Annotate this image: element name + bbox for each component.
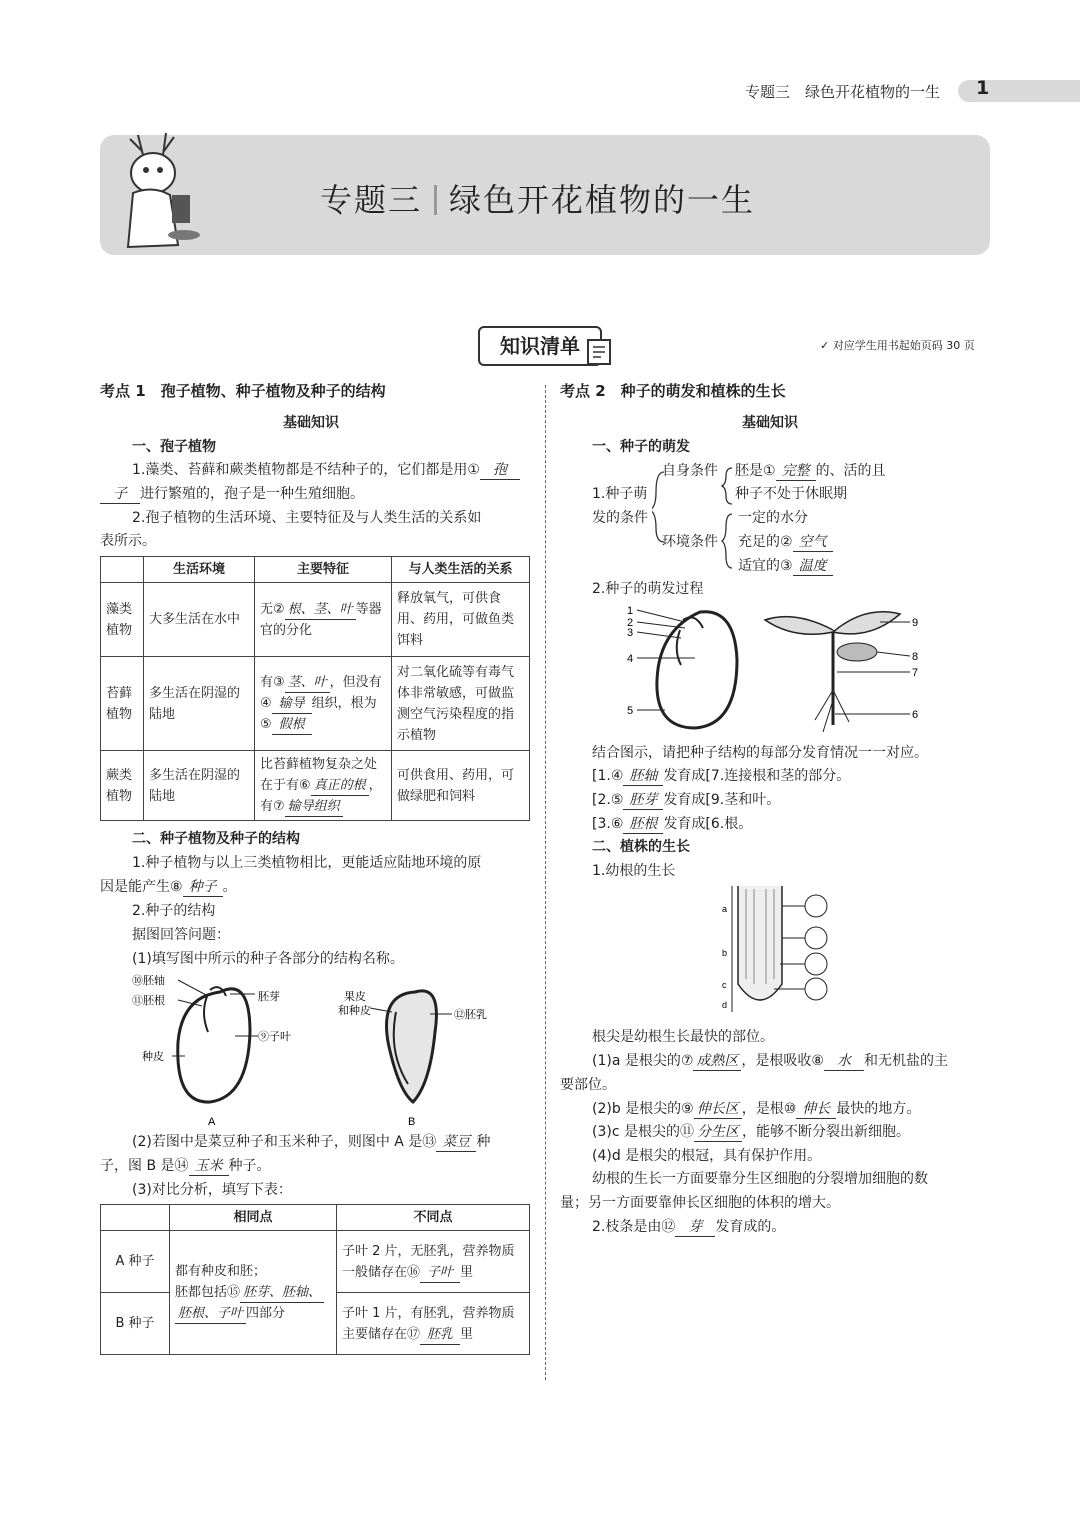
answer-r1: 完整 xyxy=(776,462,816,481)
label-radicle: ⑪胚根 xyxy=(132,995,165,1007)
row-a-seed: A 种子 xyxy=(101,1231,170,1293)
table-cell-feature: 有③ 茎、叶 ，但没有④ 输导 组织，根为⑤ 假根 xyxy=(255,657,392,751)
kp1-title: 考点 1 孢子植物、种子植物及种子的结构 xyxy=(100,382,386,400)
th-empty xyxy=(101,557,144,583)
answer-13: 菜豆 xyxy=(436,1133,476,1152)
answer-14: 玉米 xyxy=(189,1157,229,1176)
para-3-line-2: 因是能产生⑧ 种子 。 xyxy=(100,879,237,895)
match-3: [3.⑥ 胚根 发育成[6.根。 xyxy=(592,816,753,832)
condition-label-2: 发的条件 xyxy=(592,510,648,526)
table-cell-env: 多生活在阴湿的陆地 xyxy=(144,751,255,821)
root-growth-heading: 1.幼根的生长 xyxy=(592,863,676,879)
diff-b-cell: 子叶 1 片，有胚乳，营养物质 主要储存在⑰ 胚乳 里 xyxy=(337,1293,530,1355)
chapter-title xyxy=(320,175,755,221)
germination-heading: 一、种子的萌发 xyxy=(592,439,690,455)
table-row-name: 蕨类植物 xyxy=(101,751,144,821)
match-prompt: 结合图示，请把种子结构的每部分发育情况一一对应。 xyxy=(592,745,928,761)
answer-r3: 温度 xyxy=(793,557,833,576)
answer-r9: 伸长区 xyxy=(694,1100,742,1119)
seed-outline xyxy=(657,612,737,728)
answer-7: 输导组织 xyxy=(285,798,343,817)
page-number: 1 xyxy=(976,77,990,99)
answer-15b: 胚根、子叶 xyxy=(175,1305,246,1324)
seed-plants-heading: 二、种子植物及种子的结构 xyxy=(132,831,300,847)
germination-figure xyxy=(625,600,925,735)
seed-comparison-table xyxy=(100,1204,530,1355)
table-cell-relation: 释放氧气，可供食用、药用，可做鱼类饵料 xyxy=(392,583,530,657)
fig-num-8: 8 xyxy=(912,651,919,663)
th-empty xyxy=(101,1205,170,1231)
chapter-name: 绿色开花植物的一生 xyxy=(449,181,756,219)
self-condition-label: 自身条件 xyxy=(662,463,718,479)
germination-process-heading: 2.种子的萌发过程 xyxy=(592,581,704,597)
root-q2: (2)b 是根尖的⑨ 伸长区 ，是根⑩ 伸长 最快的地方。 xyxy=(592,1101,921,1117)
root-q3: (3)c 是根尖的⑪ 分生区 ，能够不断分裂出新细胞。 xyxy=(592,1124,910,1140)
diff-a-cell: 子叶 2 片，无胚乳，营养物质 一般储存在⑯ 子叶 里 xyxy=(337,1231,530,1293)
column-divider xyxy=(545,385,546,1380)
running-header: 专题三 绿色开花植物的一生 xyxy=(745,83,941,101)
row-b-seed: B 种子 xyxy=(101,1293,170,1355)
answer-r7: 成熟区 xyxy=(693,1052,741,1071)
condition-label-1: 1.种子萌 xyxy=(592,486,648,502)
knowledge-list-badge: 知识清单 xyxy=(478,326,602,366)
answer-4: 输导 xyxy=(272,695,312,714)
self-condition-2: 种子不处于休眠期 xyxy=(735,486,847,502)
kp1-basic-heading: 基础知识 xyxy=(283,415,339,431)
seed-structure-figure xyxy=(130,972,530,1130)
notebook-icon xyxy=(584,336,616,368)
root-label-d: d xyxy=(722,1000,728,1010)
answer-m3: 胚根 xyxy=(623,815,663,834)
answer-17: 胚乳 xyxy=(420,1326,460,1345)
label-seed-coat: 种皮 xyxy=(142,1051,164,1063)
fig-num-4: 4 xyxy=(627,653,634,665)
question-2-line-2: 子，图 B 是⑭ 玉米 种子。 xyxy=(100,1158,271,1174)
env-condition-3: 适宜的③ 温度 xyxy=(738,555,833,578)
answer-prompt: 据图回答问题： xyxy=(132,927,230,943)
chapter-number: 专题三 xyxy=(320,181,423,219)
para-2-line-1: 2.孢子植物的生活环境、主要特征及与人类生活的关系如 xyxy=(132,510,482,526)
para-3-line-1: 1.种子植物与以上三类植物相比，更能适应陆地环境的原 xyxy=(132,855,482,871)
answer-16: 子叶 xyxy=(420,1264,460,1283)
question-2-line-1: (2)若图中是菜豆种子和玉米种子，则图中 A 是⑬ 菜豆 种 xyxy=(132,1134,491,1150)
root-label-c: c xyxy=(722,980,727,990)
label-endosperm: ⑫胚乳 xyxy=(454,1009,487,1021)
branch-growth: 2.枝条是由⑫ 芽 发育成的。 xyxy=(592,1219,786,1235)
table-cell-relation: 可供食用、药用，可做绿肥和饲料 xyxy=(392,751,530,821)
spore-plants-heading: 一、孢子植物 xyxy=(132,439,216,455)
answer-15: 胚芽、胚轴、 xyxy=(240,1284,324,1303)
fig-num-9: 9 xyxy=(912,617,919,629)
env-condition-2: 充足的② 空气 xyxy=(738,531,833,554)
label-pericarp-2: 和种皮 xyxy=(338,1005,371,1017)
answer-8: 种子 xyxy=(183,878,223,897)
para-1-line-1: 1.藻类、苔藓和蕨类植物都是不结种子的，它们都是用① 孢 xyxy=(132,459,520,482)
answer-r10: 伸长 xyxy=(796,1100,836,1119)
answer-r11: 分生区 xyxy=(694,1123,742,1142)
para-2-line-2: 表所示。 xyxy=(100,533,156,549)
th-same: 相同点 xyxy=(170,1205,337,1231)
seed-structure-heading: 2.种子的结构 xyxy=(132,903,216,919)
bean-seed-outline xyxy=(178,989,250,1102)
fig-num-1: 1 xyxy=(627,605,634,617)
env-condition-1: 一定的水分 xyxy=(738,510,808,526)
answer-r2: 空气 xyxy=(793,533,833,552)
answer-2: 根、茎、叶 xyxy=(285,601,356,620)
deer-microscope-illustration xyxy=(108,125,208,260)
th-env: 生活环境 xyxy=(144,557,255,583)
table-cell-env: 大多生活在水中 xyxy=(144,583,255,657)
question-1: (1)填写图中所示的种子各部分的结构名称。 xyxy=(132,951,404,967)
fig-num-7: 7 xyxy=(912,667,919,679)
reference-text: 对应学生用书起始页码 30 页 xyxy=(832,339,975,352)
answer-m2: 胚芽 xyxy=(623,791,663,810)
answer-5: 假根 xyxy=(272,716,312,735)
root-label-a: a xyxy=(722,904,728,914)
cotyledon xyxy=(837,643,877,661)
th-feature: 主要特征 xyxy=(255,557,392,583)
th-relation: 与人类生活的关系 xyxy=(392,557,530,583)
answer-1b: 子 xyxy=(100,485,140,504)
answer-r8: 水 xyxy=(824,1052,864,1071)
spore-plants-table xyxy=(100,556,530,821)
same-points-cell: 都有种皮和胚； 胚都包括⑮ 胚芽、胚轴、 胚根、子叶 四部分 xyxy=(170,1231,337,1355)
root-q1-line-1: (1)a 是根尖的⑦ 成熟区 ，是根吸收⑧ 水 和无机盐的主 xyxy=(592,1053,948,1069)
answer-m1: 胚轴 xyxy=(623,767,663,786)
root-tip-figure xyxy=(718,884,833,1022)
growth-summary-line-1: 幼根的生长一方面要靠分生区细胞的分裂增加细胞的数 xyxy=(592,1171,928,1187)
fig-num-2: 2 xyxy=(627,617,634,629)
title-divider xyxy=(434,185,437,215)
growth-summary-line-2: 量；另一方面要靠伸长区细胞的体积的增大。 xyxy=(560,1195,840,1211)
root-label-b: b xyxy=(722,948,728,958)
label-cotyledon: ⑨子叶 xyxy=(258,1031,291,1043)
table-cell-relation: 对二氧化硫等有毒气体非常敏感，可做监测空气污染程度的指示植物 xyxy=(392,657,530,751)
fig-num-3: 3 xyxy=(627,627,634,639)
answer-3: 茎、叶 xyxy=(285,674,330,693)
table-cell-feature: 比苔藓植物复杂之处在于有⑥ 真正的根 ，有⑦ 输导组织 xyxy=(255,751,392,821)
table-cell-env: 多生活在阴湿的陆地 xyxy=(144,657,255,751)
env-condition-label: 环境条件 xyxy=(662,534,718,550)
answer-r12: 芽 xyxy=(675,1218,715,1237)
label-pericarp: 果皮 xyxy=(344,991,366,1003)
plant-growth-heading: 二、植株的生长 xyxy=(592,839,690,855)
table-cell-feature: 无② 根、茎、叶 等器官的分化 xyxy=(255,583,392,657)
root-tip-outline xyxy=(738,886,782,1000)
fig-num-6: 6 xyxy=(912,709,919,721)
root-q4: (4)d 是根尖的根冠，具有保护作用。 xyxy=(592,1148,822,1164)
reference-note xyxy=(820,337,975,353)
match-2: [2.⑤ 胚芽 发育成[9.茎和叶。 xyxy=(592,792,781,808)
question-3: (3)对比分析，填写下表： xyxy=(132,1182,292,1198)
label-A: A xyxy=(208,1116,216,1128)
table-row-name: 苔藓植物 xyxy=(101,657,144,751)
answer-1: 孢 xyxy=(480,461,520,480)
root-tip-fact: 根尖是幼根生长最快的部位。 xyxy=(592,1029,774,1045)
label-hypocotyl: ⑩胚轴 xyxy=(132,975,165,987)
root-q1-line-2: 要部位。 xyxy=(560,1077,616,1093)
kp2-basic-heading: 基础知识 xyxy=(742,415,798,431)
fig-num-5: 5 xyxy=(627,705,634,717)
match-1: [1.④ 胚轴 发育成[7.连接根和茎的部分。 xyxy=(592,768,851,784)
th-diff: 不同点 xyxy=(337,1205,530,1231)
seedling-leaves xyxy=(765,612,900,635)
self-condition-1: 胚是① 完整 的、活的且 xyxy=(735,463,886,479)
label-B: B xyxy=(408,1116,416,1128)
answer-6: 真正的根 xyxy=(311,777,369,796)
para-1-line-2: 子 进行繁殖的，孢子是一种生殖细胞。 xyxy=(100,483,364,506)
check-icon: ✓ xyxy=(820,339,830,352)
kp2-title: 考点 2 种子的萌发和植株的生长 xyxy=(560,382,786,400)
label-plumule: 胚芽 xyxy=(258,991,280,1003)
table-row-name: 藻类植物 xyxy=(101,583,144,657)
